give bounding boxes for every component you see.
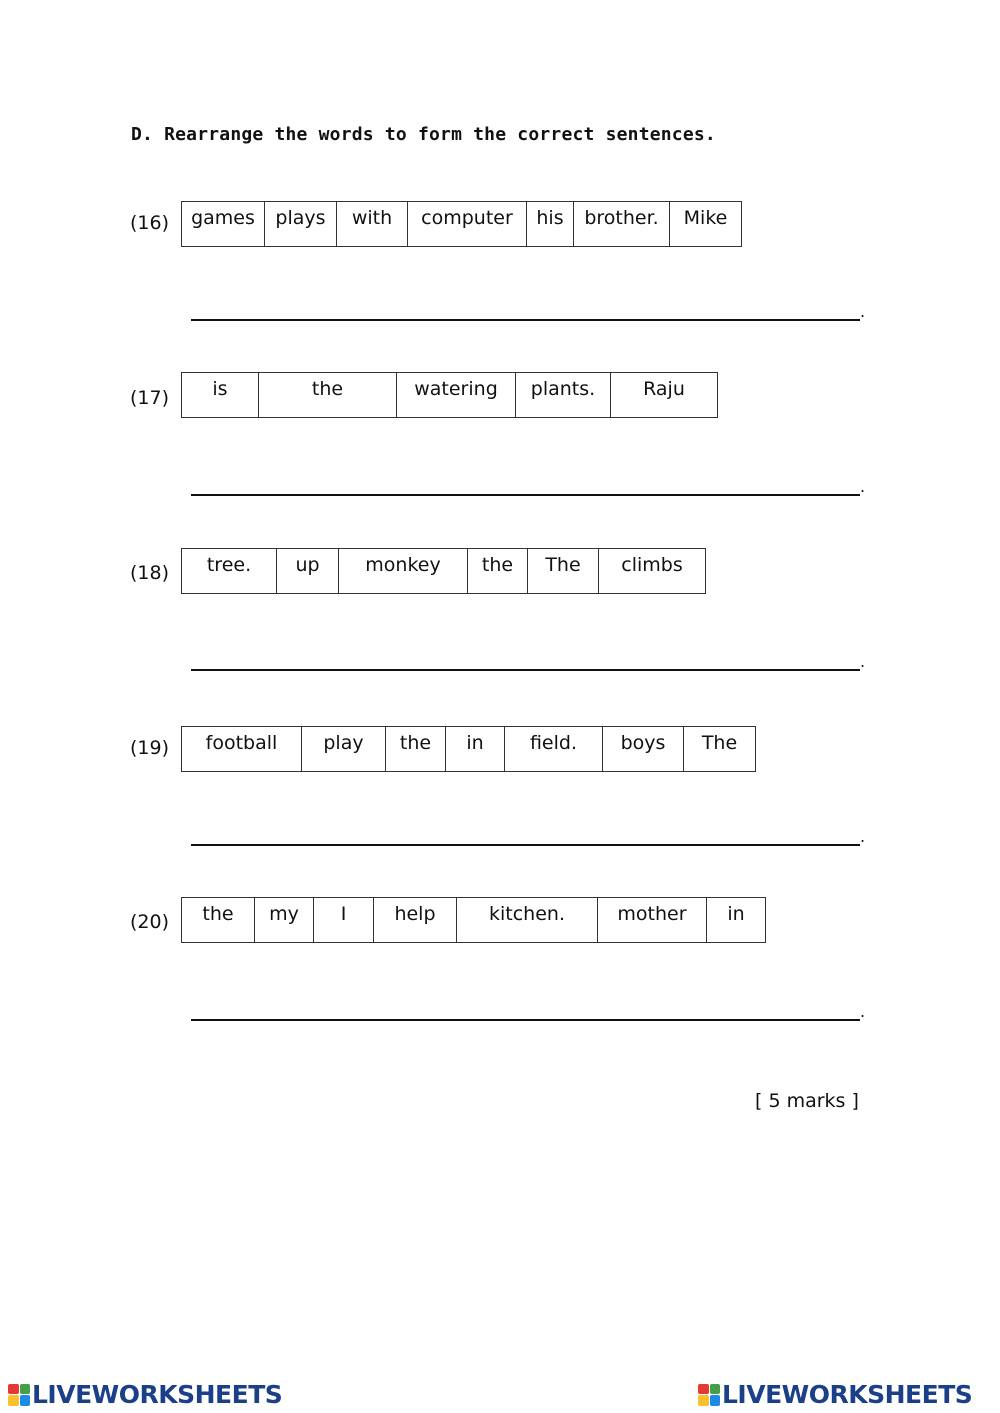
answer-line-20[interactable] [191, 1019, 860, 1021]
word-box: monkey [338, 549, 467, 593]
word-row-17 [181, 372, 718, 418]
brand-text: LIVEWORKSHEETS [32, 1380, 283, 1409]
question-number-20: (20) [130, 911, 170, 933]
word-box: The [527, 549, 598, 593]
word-box: Mike [669, 202, 741, 246]
word-box: help [373, 898, 456, 942]
answer-end-mark: . [860, 652, 866, 671]
answer-end-mark: . [860, 477, 866, 496]
brand-logo-right [698, 1380, 972, 1409]
word-box: kitchen. [456, 898, 597, 942]
answer-end-mark: . [860, 827, 866, 846]
word-box: the [385, 727, 445, 771]
word-box: up [276, 549, 338, 593]
answer-line-19[interactable] [191, 844, 860, 846]
question-number-16: (16) [130, 212, 170, 234]
answer-end-mark: . [860, 302, 866, 321]
word-row-19 [181, 726, 756, 772]
word-row-16 [181, 201, 742, 247]
word-box: mother [597, 898, 706, 942]
word-box: in [445, 727, 504, 771]
answer-line-18[interactable] [191, 669, 860, 671]
word-box: plays [264, 202, 336, 246]
word-box: Raju [610, 373, 717, 417]
word-box: field. [504, 727, 602, 771]
word-box: the [258, 373, 396, 417]
answer-end-mark: . [860, 1002, 866, 1021]
word-row-18 [181, 548, 706, 594]
word-row-20 [181, 897, 766, 943]
answer-line-16[interactable] [191, 319, 860, 321]
word-box: in [706, 898, 765, 942]
word-box: brother. [573, 202, 669, 246]
question-number-17: (17) [130, 387, 170, 409]
word-box: his [526, 202, 573, 246]
word-box: I [313, 898, 373, 942]
word-box: tree. [206, 554, 252, 576]
question-number-19: (19) [130, 737, 170, 759]
word-box: The [683, 727, 755, 771]
word-box: my [254, 898, 313, 942]
marks-label: [ 5 marks ] [755, 1090, 859, 1112]
brand-text: LIVEWORKSHEETS [722, 1380, 973, 1409]
word-box: is [212, 378, 228, 400]
brand-logo-left [8, 1380, 282, 1409]
word-box: play [301, 727, 385, 771]
word-box: boys [602, 727, 683, 771]
word-box: watering [396, 373, 515, 417]
word-box: the [202, 903, 234, 925]
word-box: the [467, 549, 527, 593]
liveworksheets-logo-icon [698, 1384, 720, 1406]
word-box: football [205, 732, 278, 754]
word-box: games [191, 207, 255, 229]
word-box: computer [407, 202, 526, 246]
word-box: climbs [598, 549, 705, 593]
word-box: with [336, 202, 407, 246]
liveworksheets-logo-icon [8, 1384, 30, 1406]
answer-line-17[interactable] [191, 494, 860, 496]
word-box: plants. [515, 373, 610, 417]
instruction: D. Rearrange the words to form the correct sentences. [131, 124, 716, 145]
question-number-18: (18) [130, 562, 170, 584]
